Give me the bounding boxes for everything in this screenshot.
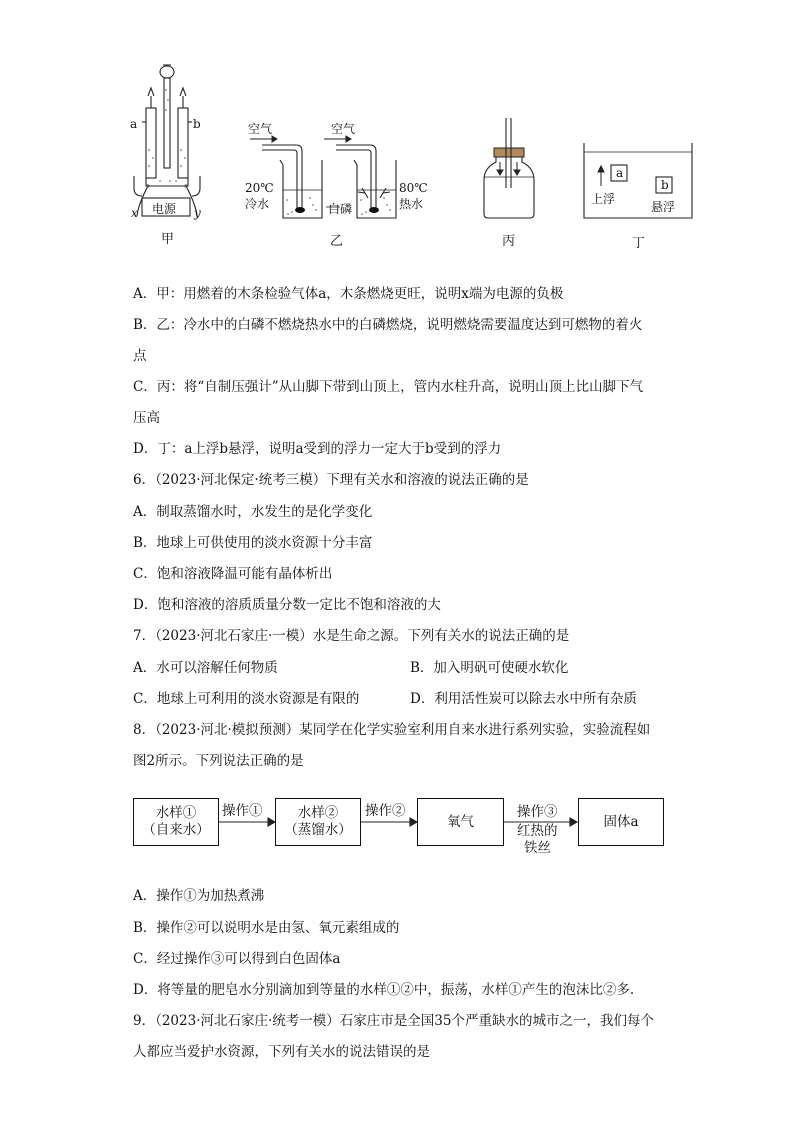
q5-option-b: B．乙：冷水中的白磷不燃烧热水中的白磷燃烧，说明燃烧需要温度达到可燃物的着火 bbox=[133, 317, 643, 333]
white-phosphorus-label: 白磷 bbox=[328, 202, 353, 216]
q7-stem: 7．（2023·河北石家庄·一模）水是生命之源。下列有关水的说法正确的是 bbox=[133, 628, 570, 644]
q6-option-d: D．饱和溶液的溶质质量分数一定比不饱和溶液的大 bbox=[133, 597, 441, 613]
tube-label-a: a bbox=[130, 117, 138, 131]
q5-option-b-cont: 点 bbox=[133, 348, 147, 364]
q8-stem-line1: 8．（2023·河北·模拟预测）某同学在化学实验室利用自来水进行系列实验，实验流程如 bbox=[133, 722, 651, 738]
q5-option-c-cont: 压高 bbox=[133, 410, 160, 426]
flow-box-distilled-water-l1: 水样② bbox=[297, 805, 339, 821]
q8-option-c: C．经过操作③可以得到白色固体a bbox=[133, 951, 341, 967]
q8-option-b: B．操作②可以说明水是由氢、氧元素组成的 bbox=[133, 920, 400, 936]
q8-option-d: D．将等量的肥皂水分别滴加到等量的水样①②中，振荡，水样①产生的泡沫比②多. bbox=[133, 982, 635, 998]
flow-op3-iron-wire: 铁丝 bbox=[524, 840, 551, 856]
flow-box-tap-water-l1: 水样① bbox=[155, 805, 197, 821]
air-label-left: 空气 bbox=[248, 122, 273, 136]
flow-box-solid-a-label: 固体a bbox=[603, 813, 639, 830]
q5-option-c: C．丙：将“自制压强计”从山脚下带到山顶上，管内水柱升高，说明山顶上比山脚下气 bbox=[133, 379, 644, 395]
flow-op3-label: 操作③ bbox=[517, 804, 558, 820]
suspend-label: 悬浮 bbox=[651, 200, 676, 214]
q9-stem-line1: 9．（2023·河北石家庄·统考一模）石家庄市是全国35个严重缺水的城市之一，我们每个 bbox=[133, 1013, 654, 1029]
q6-option-c: C．饱和溶液降温可能有晶体析出 bbox=[133, 566, 333, 582]
q8-stem-line2: 图2所示。下列说法正确的是 bbox=[133, 753, 304, 769]
q5-option-a: A．甲：用燃着的木条检验气体a，木条燃烧更旺，说明x端为电源的负极 bbox=[133, 286, 564, 302]
q6-stem: 6．（2023·河北保定·统考三模）下理有关水和溶液的说法正确的是 bbox=[133, 472, 529, 488]
cold-water-label: 冷水 bbox=[245, 197, 270, 211]
power-source-label: 电源 bbox=[152, 202, 177, 216]
flow-op1-label: 操作① bbox=[222, 803, 263, 819]
q7-option-c: C．地球上可利用的淡水资源是有限的 bbox=[133, 691, 360, 707]
float-label: 上浮 bbox=[591, 192, 616, 206]
flow-box-distilled-water bbox=[275, 798, 361, 846]
caption-jia: 甲 bbox=[161, 232, 175, 247]
hot-water-temp: 80℃ bbox=[399, 181, 428, 195]
tube-label-b: b bbox=[193, 117, 201, 131]
flow-box-oxygen-label: 氧气 bbox=[447, 813, 474, 830]
flow-op3-red-hot: 红热的 bbox=[517, 823, 558, 839]
air-label-right: 空气 bbox=[331, 122, 356, 136]
flow-op2-label: 操作② bbox=[365, 803, 406, 819]
q7-option-d: D．利用活性炭可以除去水中所有杂质 bbox=[410, 691, 637, 707]
q9-stem-line2: 人都应当爱护水资源，下列有关水的说法错误的是 bbox=[133, 1044, 430, 1060]
flow-box-distilled-water-l2: （蒸馏水） bbox=[284, 822, 352, 838]
q7-option-a: A．水可以溶解任何物质 bbox=[133, 660, 278, 676]
hot-water-label: 热水 bbox=[399, 197, 424, 211]
caption-bing: 丙 bbox=[502, 234, 516, 249]
flow-box-tap-water bbox=[133, 798, 219, 846]
terminal-label-y: y bbox=[194, 206, 201, 220]
box-label-a: a bbox=[616, 166, 624, 180]
flow-box-tap-water-l2: （自来水） bbox=[142, 822, 210, 838]
cold-water-temp: 20℃ bbox=[245, 181, 274, 195]
caption-ding: 丁 bbox=[632, 236, 646, 251]
q5-option-d: D．丁：a上浮b悬浮，说明a受到的浮力一定大于b受到的浮力 bbox=[133, 441, 502, 457]
terminal-label-x: x bbox=[131, 206, 138, 220]
q6-option-b: B．地球上可供使用的淡水资源十分丰富 bbox=[133, 535, 373, 551]
q7-option-b: B．加入明矾可使硬水软化 bbox=[410, 660, 569, 676]
flow-box-solid-a bbox=[578, 798, 664, 846]
q6-option-a: A．制取蒸馏水时，水发生的是化学变化 bbox=[133, 504, 373, 520]
caption-yi: 乙 bbox=[330, 234, 344, 249]
q8-option-a: A．操作①为加热煮沸 bbox=[133, 888, 265, 904]
box-label-b: b bbox=[661, 178, 669, 192]
flow-box-oxygen bbox=[417, 798, 504, 846]
